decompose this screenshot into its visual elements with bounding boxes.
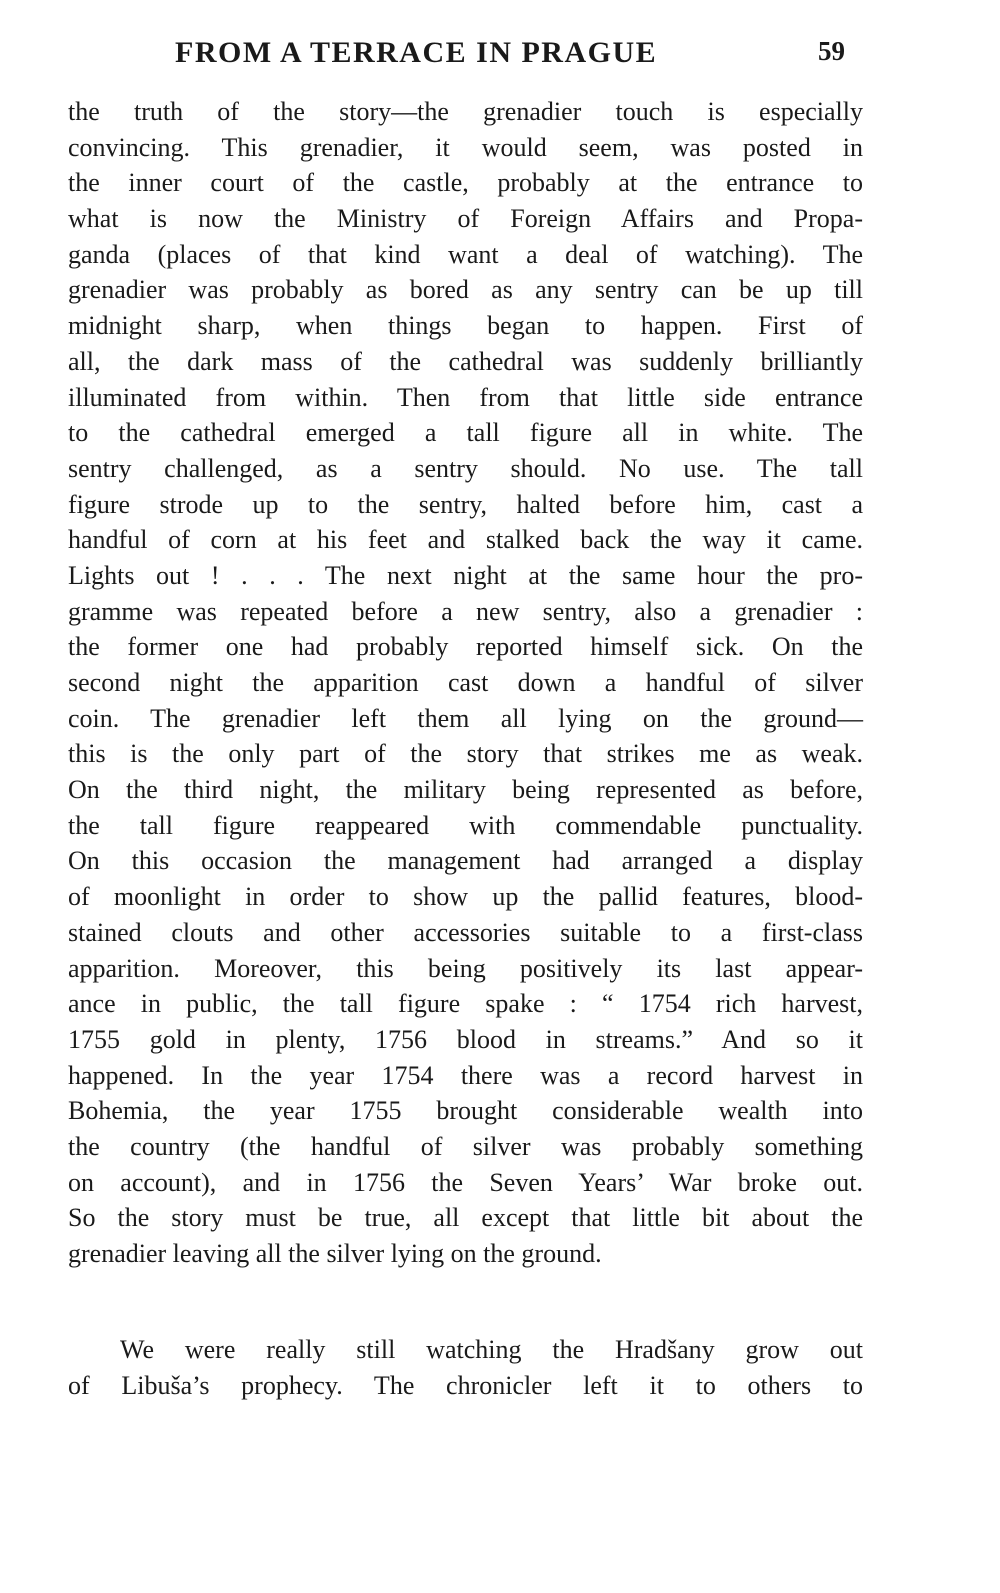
- paragraph-2: [68, 1332, 863, 1403]
- page-number: 59: [818, 36, 845, 66]
- text-line: the former one had probably reported himself sick. On the: [68, 632, 863, 662]
- text-line: illuminated from within. Then from that little side entrance: [68, 382, 863, 412]
- text-line: gramme was repeated before a new sentry, also a grenadier :: [68, 596, 863, 626]
- text-line: the tall figure reappeared with commendable punctuality.: [68, 810, 863, 840]
- text-line: Lights out ! . . . The next night at the same hour the pro-: [68, 560, 863, 590]
- text-line: of Libuša’s prophecy. The chronicler left it to others to: [68, 1370, 863, 1400]
- text-line: what is now the Ministry of Foreign Affairs and Propa-: [68, 204, 863, 234]
- text-line: ance in public, the tall figure spake : “ 1754 rich harvest,: [68, 989, 863, 1019]
- text-line: midnight sharp, when things began to happen. First of: [68, 311, 863, 341]
- text-line: of moonlight in order to show up the pallid features, blood-: [68, 882, 863, 912]
- text-line: ganda (places of that kind want a deal of watching). The: [68, 239, 863, 269]
- text-line: apparition. Moreover, this being positively its last appear-: [68, 953, 863, 983]
- text-line: this is the only part of the story that strikes me as weak.: [68, 739, 863, 769]
- text-line: second night the apparition cast down a handful of silver: [68, 668, 863, 697]
- text-line: 1755 gold in plenty, 1756 blood in streams.” And so it: [68, 1024, 863, 1054]
- text-line: handful of corn at his feet and stalked back the way it came.: [68, 525, 863, 555]
- text-line: We were really still watching the Hradšany grow out: [120, 1335, 863, 1364]
- running-head: [175, 36, 855, 76]
- text-line: Bohemia, the year 1755 brought considerable wealth into: [68, 1096, 863, 1126]
- text-line: to the cathedral emerged a tall figure all in white. The: [68, 418, 863, 448]
- text-line: grenadier leaving all the silver lying on the ground.: [68, 1239, 602, 1268]
- text-line: stained clouts and other accessories suitable to a first-class: [68, 917, 863, 947]
- text-line: grenadier was probably as bored as any sentry can be up till: [68, 275, 863, 305]
- text-line: happened. In the year 1754 there was a record harvest in: [68, 1060, 863, 1090]
- text-line: sentry challenged, as a sentry should. No use. The tall: [68, 453, 863, 483]
- text-line: on account), and in 1756 the Seven Years’ War broke out.: [68, 1167, 863, 1197]
- text-line: coin. The grenadier left them all lying on the ground—: [68, 703, 863, 733]
- text-line: all, the dark mass of the cathedral was suddenly brilliantly: [68, 346, 863, 376]
- text-line: the truth of the story—the grenadier touch is especially: [68, 97, 863, 126]
- paragraph-1: [68, 94, 863, 1272]
- text-line: On this occasion the management had arranged a display: [68, 846, 863, 876]
- running-title: FROM A TERRACE IN PRAGUE: [175, 36, 658, 69]
- text-line: On the third night, the military being represented as before,: [68, 775, 863, 805]
- text-line: figure strode up to the sentry, halted before him, cast a: [68, 489, 863, 519]
- text-line: So the story must be true, all except that little bit about the: [68, 1203, 863, 1233]
- text-line: the inner court of the castle, probably at the entrance to: [68, 168, 863, 198]
- text-line: the country (the handful of silver was probably something: [68, 1131, 863, 1161]
- text-line: convincing. This grenadier, it would seem, was posted in: [68, 132, 863, 162]
